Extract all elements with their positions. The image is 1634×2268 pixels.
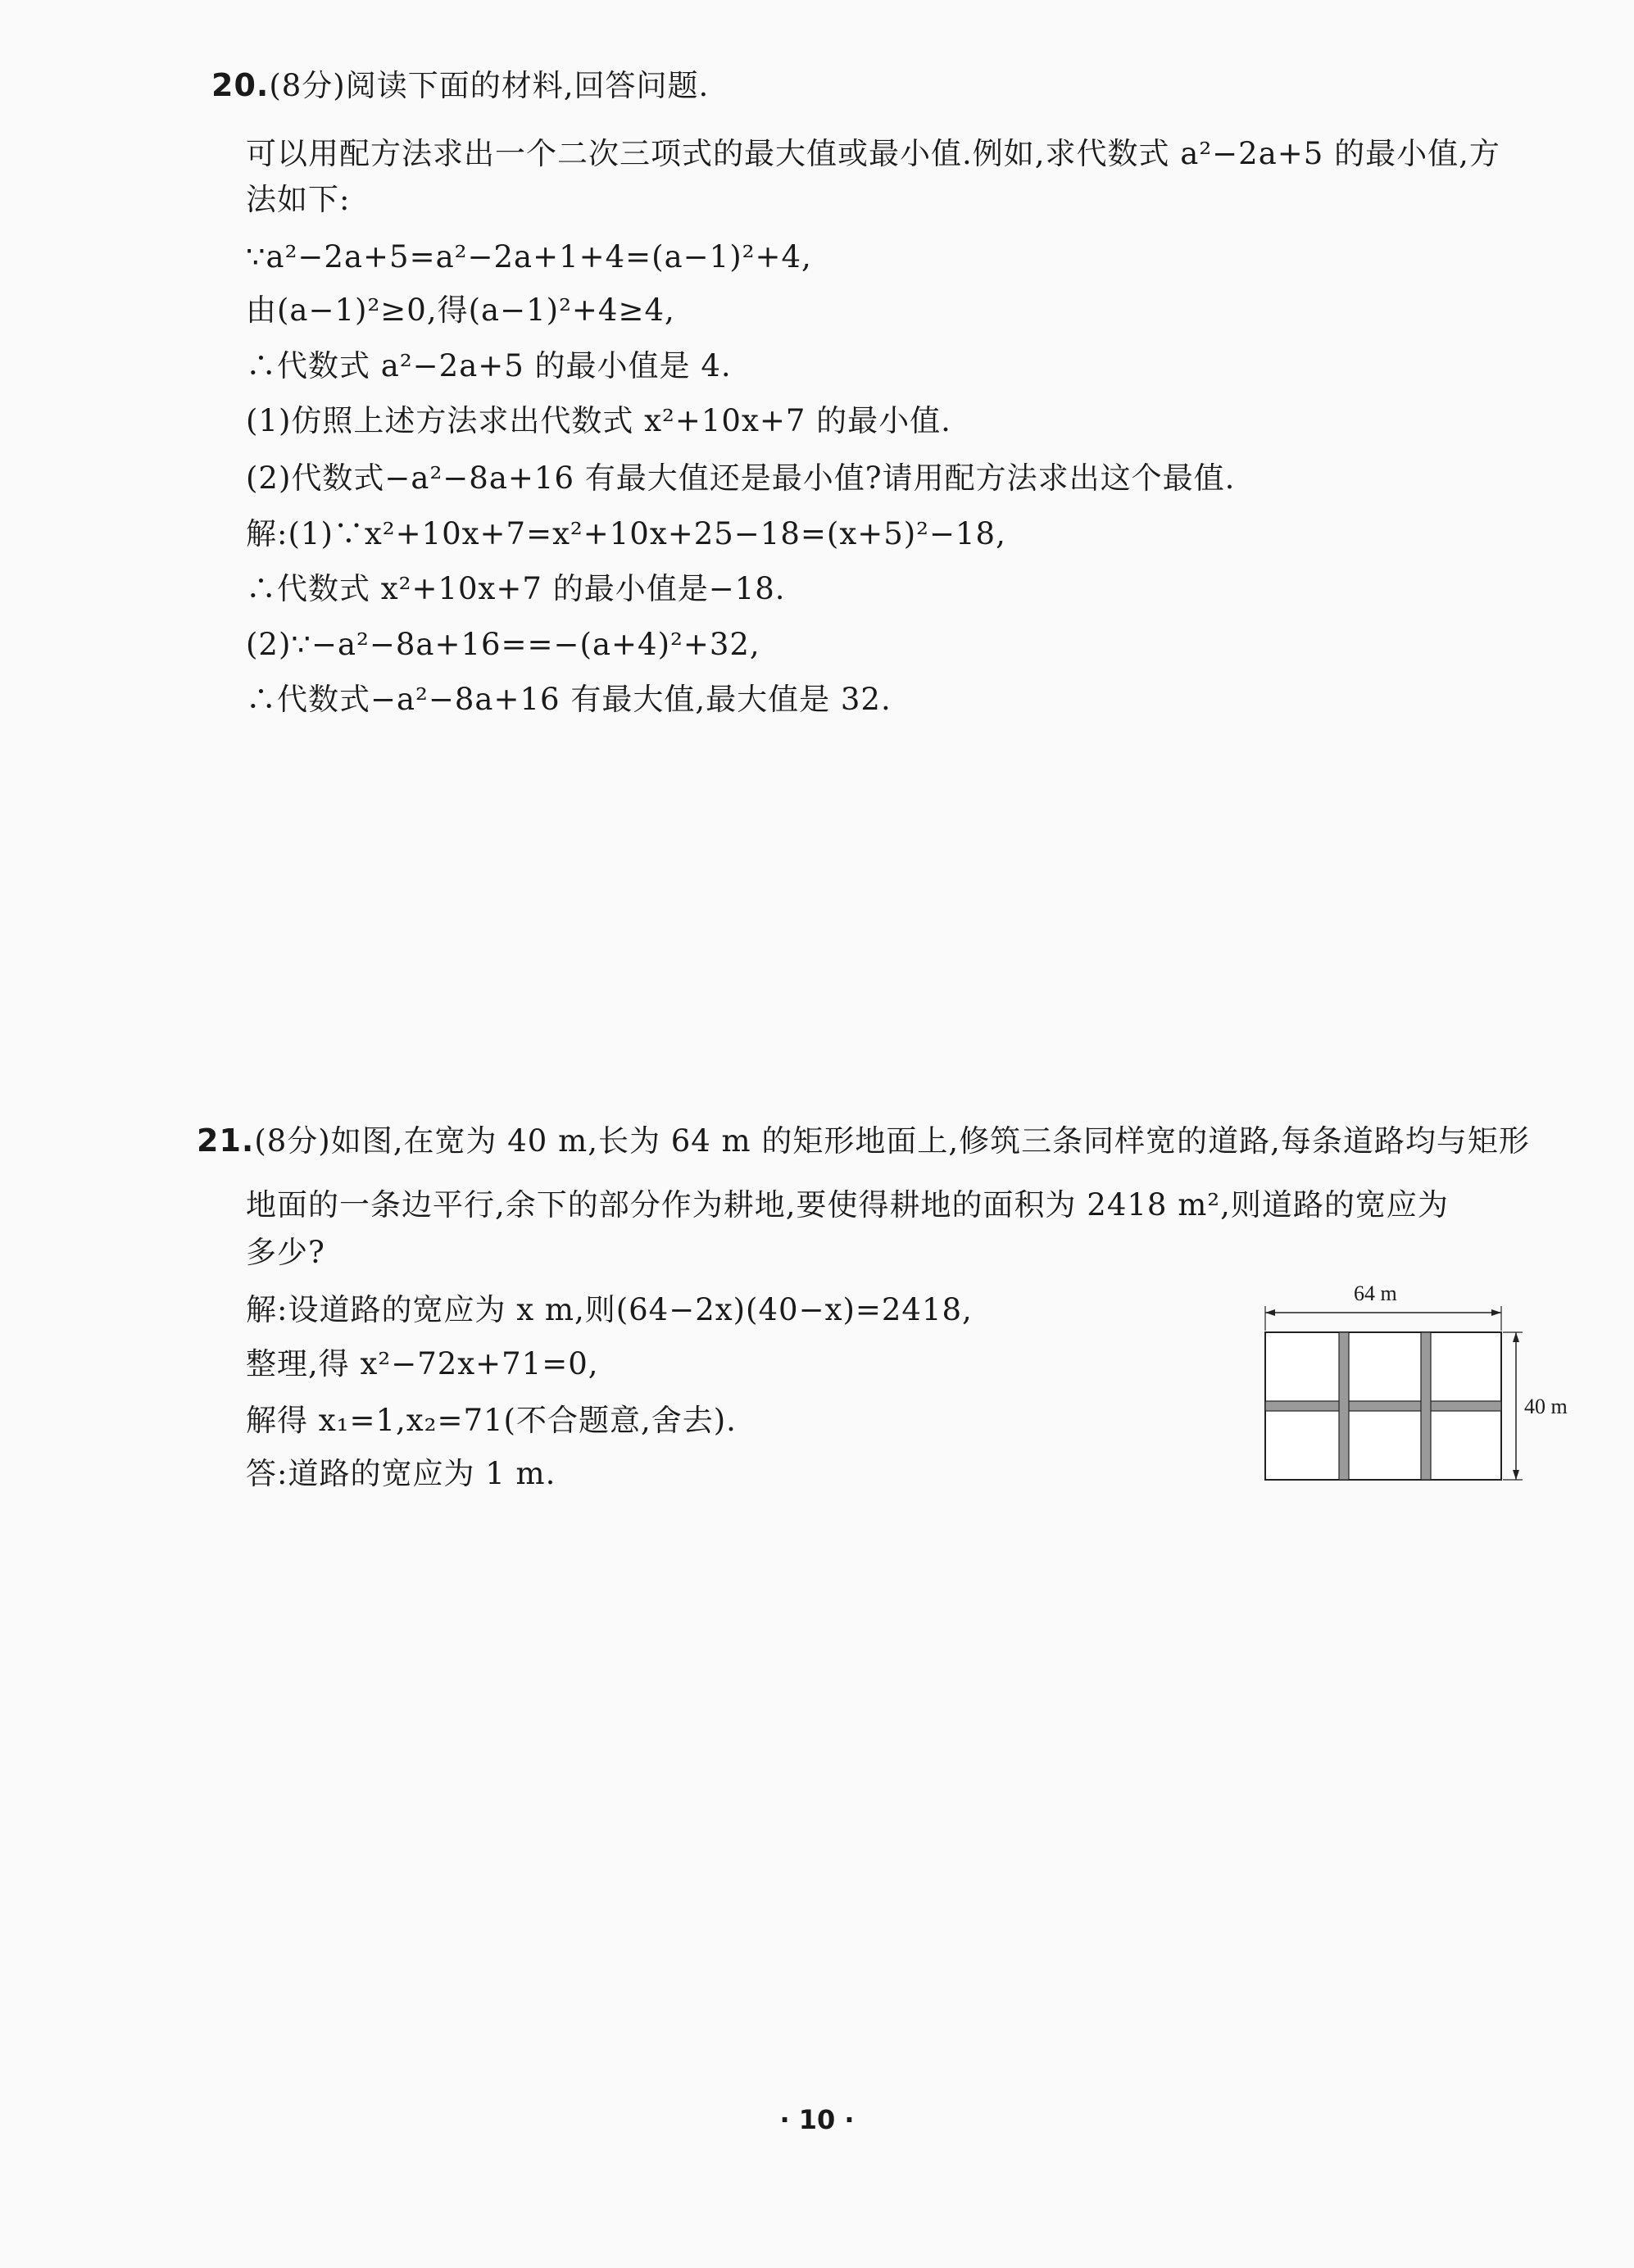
width-arrow-right [1491,1309,1501,1316]
road-intersection [1340,1402,1348,1410]
height-arrow-top [1513,1332,1519,1342]
q20-material-line: 可以用配方法求出一个二次三项式的最大值或最小值.例如,求代数式 a²−2a+5 的最小值,方 [246,136,1500,171]
q20-solution-line: (2)∵−a²−8a+16==−(a+4)²+32, [246,627,760,662]
q20-solution-line: ∴代数式 x²+10x+7 的最小值是−18. [246,571,786,606]
q21-solution-line: 解:设道路的宽应为 x m,则(64−2x)(40−x)=2418, [246,1292,973,1327]
q20-material-line: ∴代数式 a²−2a+5 的最小值是 4. [246,348,732,383]
height-arrow-bottom [1513,1470,1519,1480]
road-intersection [1422,1402,1430,1410]
field-diagram [1254,1281,1582,1499]
q20-material-line: 由(a−1)²≥0,得(a−1)²+4≥4, [246,293,675,328]
q21-text-line: 多少? [246,1235,325,1270]
q21-header [197,1121,1530,1161]
q20-material-line: ∵a²−2a+5=a²−2a+1+4=(a−1)²+4, [246,239,812,274]
width-arrow-left [1265,1309,1275,1316]
q20-header [211,66,709,106]
q20-header-text: (8分)阅读下面的材料,回答问题. [269,68,710,103]
q21-number: 21. [197,1123,255,1159]
q21-solution-line: 解得 x₁=1,x₂=71(不合题意,舍去). [246,1403,737,1438]
width-label: 64 m [1354,1281,1397,1305]
field-diagram-svg [1254,1286,1582,1499]
q20-solution-line: ∴代数式−a²−8a+16 有最大值,最大值是 32. [246,682,892,717]
q20-solution-line: 解:(1)∵x²+10x+7=x²+10x+25−18=(x+5)²−18, [246,516,1006,551]
q20-question-1: (1)仿照上述方法求出代数式 x²+10x+7 的最小值. [246,403,951,438]
page-number: · 10 · [779,2104,855,2135]
q21-solution-line: 整理,得 x²−72x+71=0, [246,1346,599,1381]
q20-question-2: (2)代数式−a²−8a+16 有最大值还是最小值?请用配方法求出这个最值. [246,460,1236,496]
horizontal-road [1265,1401,1501,1411]
height-label: 40 m [1524,1395,1568,1418]
q21-header-text: (8分)如图,在宽为 40 m,长为 64 m 的矩形地面上,修筑三条同样宽的道路,每条道路均与矩形 [254,1123,1530,1159]
q20-number: 20. [211,67,270,103]
q21-solution-line: 答:道路的宽应为 1 m. [246,1456,556,1491]
q20-material-line: 法如下: [246,182,351,217]
q21-text-line: 地面的一条边平行,余下的部分作为耕地,要使得耕地的面积为 2418 m²,则道路的宽应为 [246,1187,1449,1222]
